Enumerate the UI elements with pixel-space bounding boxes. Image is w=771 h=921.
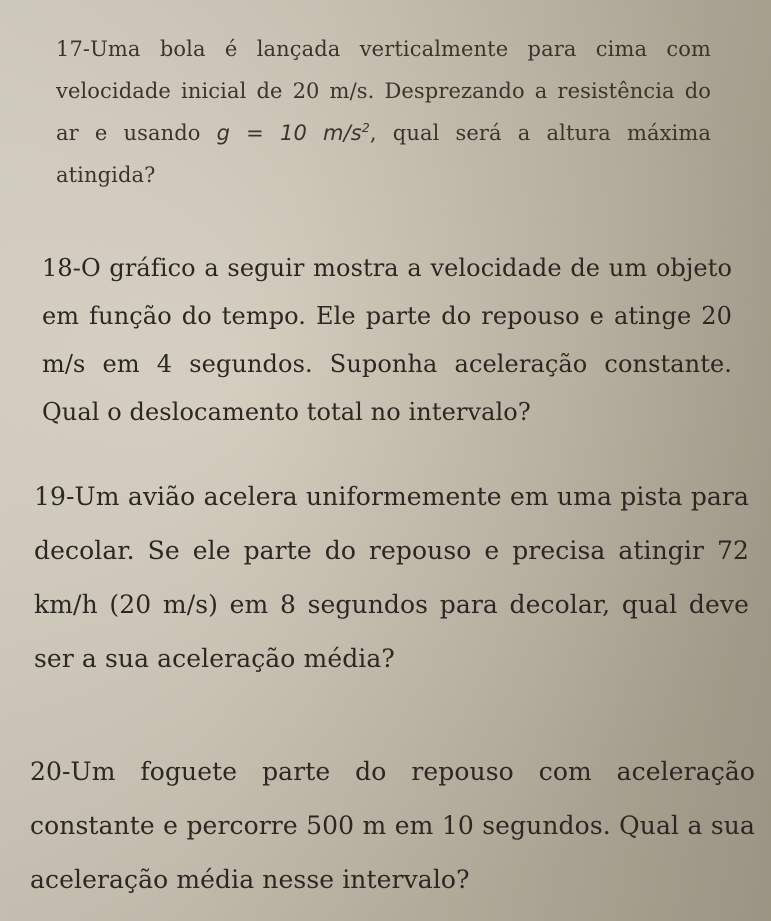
gravity-symbol: g xyxy=(216,121,231,145)
question-19: 19-Um avião acelera uniformemente em uma pista para decolar. Se ele parte do repouso e precisa atingir 72 km/h (20 m/s) em 8 segundos para decolar, qual deve ser a sua aceleração média? xyxy=(34,482,749,673)
question-20: 20-Um foguete parte do repouso com aceleração constante e percorre 500 m em 10 segundos. Qual a sua aceleração média nesse intervalo? xyxy=(30,757,755,894)
gravity-formula xyxy=(217,121,370,145)
gravity-exponent: 2 xyxy=(361,120,370,135)
question-17 xyxy=(56,28,711,196)
question-17-ending: , qual será a altura máxima atingida? xyxy=(56,121,711,187)
question-18: 18-O gráfico a seguir mostra a velocidade de um objeto em função do tempo. Ele parte do repouso e atinge 20 m/s em 4 segundos. Suponha aceleração constante. Qual o deslocamento total no intervalo? xyxy=(42,254,732,426)
gravity-value: = 10 m/s xyxy=(230,121,362,145)
question-17-text: 17-Uma bola é lançada verticalmente para cima com velocidade inicial de 20 m/s. Desprezando a resistência do ar e usando xyxy=(56,37,711,145)
